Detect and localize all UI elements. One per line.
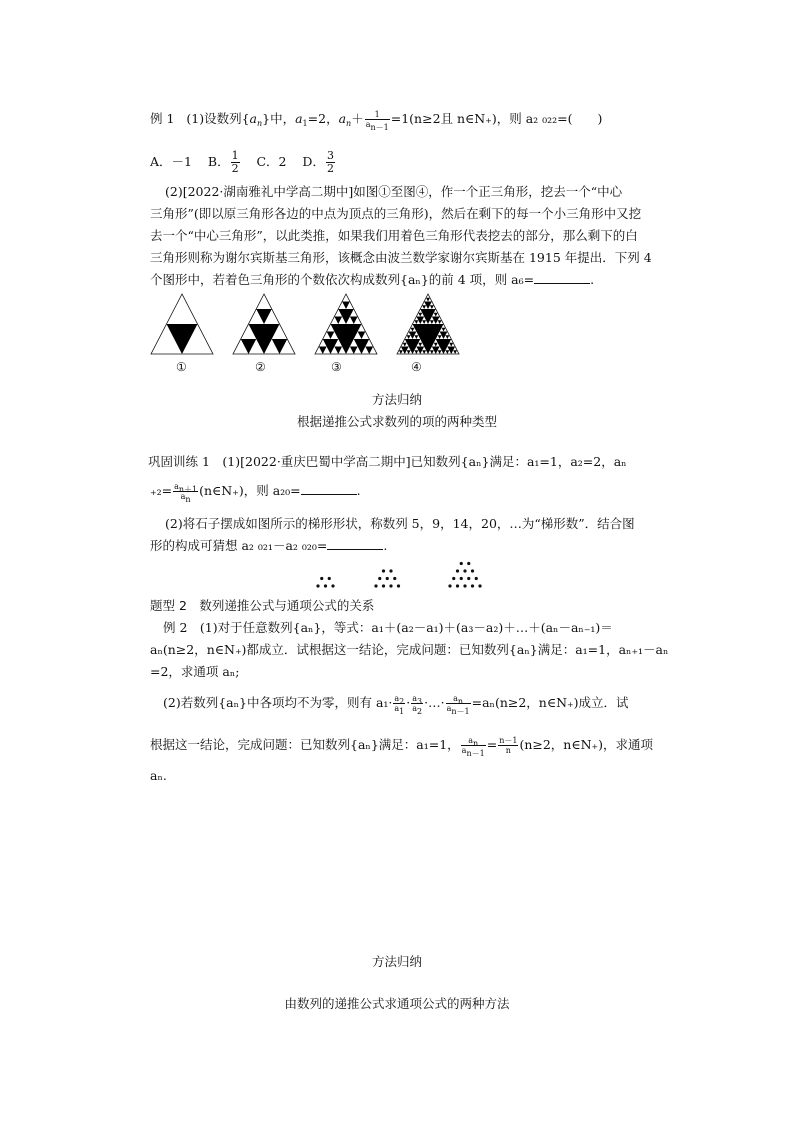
fraction: $\frac{a_{n+1}}{a_n}$ <box>174 482 198 504</box>
practice1-line3: (2)将石子摆成如图所示的梯形形状，称数列 5，9，14，20，…为“梯形数”．结合图 <box>165 516 635 531</box>
example2-line6: aₙ. <box>150 768 167 783</box>
figure-label-2: ② <box>255 360 266 374</box>
practice1-line4: 形的构成可猜想 a₂ ₀₂₁－a₂ ₀₂₀= . <box>150 538 388 553</box>
example2-line5: 根据这一结论，完成问题：已知数列{aₙ}满足：a₁=1， $\frac{a_n}{a_{n-1}}$ = $\frac{n-1}{n}$ (n≥2，n∈N₊)，求通项 <box>150 736 654 758</box>
example1-label: 例 1 <box>150 111 175 126</box>
example1-choices: A．－1 B． $\frac{1}{2}$ C．2 D． $\frac{3}{2}$ <box>150 149 334 175</box>
stone-dot <box>460 577 463 580</box>
stone-dot <box>452 577 455 580</box>
practice1-line2: ₊₂= $\frac{a_{n+1}}{a_n}$ (n∈N₊)，则 a₂₀= . <box>150 482 361 504</box>
example2-line2: aₙ(n≥2，n∈N₊)都成立．试根据这一结论，完成问题：已知数列{aₙ}满足：a₁=1，aₙ₊₁－aₙ <box>150 642 669 657</box>
fraction-half: $\frac{1}{2}$ <box>231 149 239 175</box>
stone-dot <box>460 562 463 565</box>
example1-part2-line3: 去一个“中心三角形”，以此类推，如果我们用着色三角形代表挖去的部分，那么剩下的白 <box>150 228 638 243</box>
stone-dot <box>456 569 459 572</box>
example2-line3: =2，求通项 aₙ; <box>150 664 240 679</box>
fraction-three-halves: $\frac{3}{2}$ <box>326 149 334 175</box>
stone-dot <box>389 584 392 587</box>
answer-blank <box>534 273 590 284</box>
answer-blank <box>327 539 383 550</box>
method-title-2: 方法归纳 <box>371 954 422 969</box>
practice1-line1: 巩固训练 1 (1)[2022·重庆巴蜀中学高二期中]已知数列{aₙ}满足：a₁=1，a₂=2，aₙ <box>148 454 627 469</box>
example1-part2-line5: 个图形中，若着色三角形的个数依次构成数列{aₙ}的前 4 项，则 a₆= . <box>150 272 595 287</box>
figure-label-1: ① <box>176 360 187 374</box>
stone-dot <box>448 584 451 587</box>
stone-dot <box>467 577 470 580</box>
stone-dot <box>471 569 474 572</box>
stone-dot <box>374 584 377 587</box>
stone-dot <box>316 584 319 587</box>
answer-blank <box>301 484 357 495</box>
method-title-1: 方法归纳 <box>371 392 422 407</box>
stone-dot <box>320 577 323 580</box>
stone-dot <box>397 584 400 587</box>
figure-label-4: ④ <box>411 360 422 374</box>
stone-dot <box>382 584 385 587</box>
example1-part2-line2: 三角形”(即以原三角形各边的中点为顶点的三角形)，然后在剩下的每一个小三角形中又挖 <box>150 206 642 221</box>
method-subtitle-1: 根据递推公式求数列的项的两种类型 <box>296 414 497 429</box>
stone-dot <box>378 577 381 580</box>
stone-dot <box>393 577 396 580</box>
stone-dot <box>463 569 466 572</box>
example1-line1: 例 1 (1)设数列$\{a_n\}$中，$a_1=2$，$a_n+$ $\frac{1}{a_{n-1}}$ =1(n≥2且 n∈N₊)，则 a₂ ₀₂₂=( ) <box>150 110 603 132</box>
stone-dot <box>324 584 327 587</box>
example1-part2-line1: (2)[2022·湖南雅礼中学高二期中]如图①至图④，作一个正三角形，挖去一个“中心 <box>165 184 623 199</box>
fraction: $\frac{1}{a_{n-1}}$ <box>365 110 389 132</box>
stone-dot <box>478 584 481 587</box>
example2-line1: 例 2 (1)对于任意数列{aₙ}，等式：a₁＋(a₂－a₁)＋(a₃－a₂)＋…＋(aₙ－aₙ₋₁)＝ <box>163 620 613 635</box>
stone-dot <box>382 569 385 572</box>
example2-line4: (2)若数列{aₙ}中各项均不为零，则有 a₁· $\frac{a_2}{a_1}$ · $\frac{a_3}{a_2}$ ·…· $\frac{a_n}{a_{n-1}}$ =aₙ(n≥2，n∈N₊)成立．试 <box>163 694 629 716</box>
stone-dot <box>328 577 331 580</box>
stone-dot <box>471 584 474 587</box>
stone-dot <box>475 577 478 580</box>
stone-dot <box>386 577 389 580</box>
example1-part2-line4: 三角形则称为谢尔宾斯基三角形，该概念由波兰数学家谢尔宾斯基在 1915 年提出．下列 4 <box>150 250 652 265</box>
stone-dot <box>467 562 470 565</box>
stone-dot <box>331 584 334 587</box>
stone-dot <box>456 584 459 587</box>
trapezoid-dots-figure <box>310 556 510 590</box>
stone-dot <box>463 584 466 587</box>
sierpinski-figures <box>150 292 460 358</box>
figure-label-3: ③ <box>331 360 342 374</box>
method-subtitle-2: 由数列的递推公式求通项公式的两种方法 <box>284 996 510 1011</box>
type2-heading: 题型 2 数列递推公式与通项公式的关系 <box>150 598 375 613</box>
stone-dot <box>389 569 392 572</box>
